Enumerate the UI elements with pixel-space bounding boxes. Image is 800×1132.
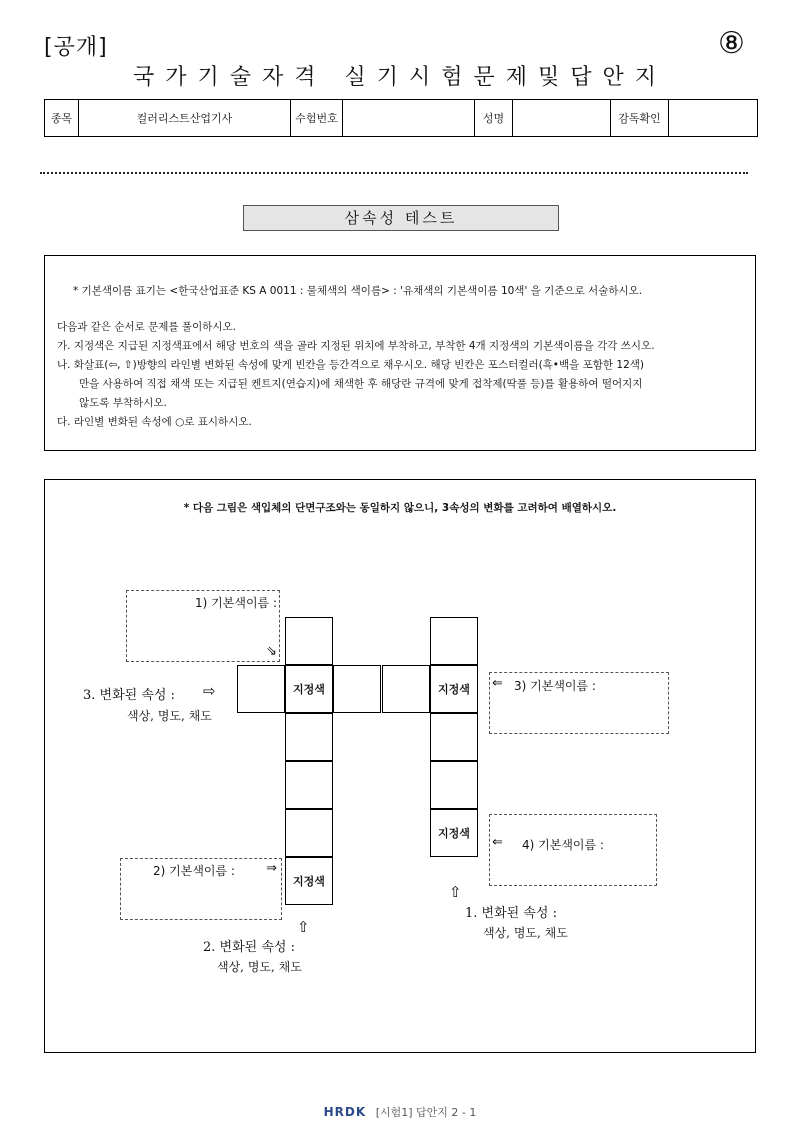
color-cell[interactable] xyxy=(285,761,333,809)
page-title: 국가기술자격 실기시험문제및답안지 xyxy=(132,65,668,90)
color-cell[interactable] xyxy=(430,617,478,665)
name-label: 성명 xyxy=(475,100,513,136)
changed-attribute-label-3: 3. 변화된 속성 : xyxy=(83,688,175,703)
hrdk-logo: HRDK xyxy=(323,1105,367,1119)
supervisor-field[interactable] xyxy=(669,100,757,136)
changed-attribute-label-2: 2. 변화된 속성 : xyxy=(203,940,295,955)
basic-color-label-3: 3) 기본색이름 : xyxy=(514,679,596,693)
color-cell[interactable] xyxy=(382,665,430,713)
attribute-options-1[interactable]: 색상, 명도, 채도 xyxy=(483,926,568,940)
instructions-box xyxy=(44,255,756,451)
basic-color-label-4: 4) 기본색이름 : xyxy=(522,838,604,852)
diagram-box xyxy=(44,479,756,1053)
color-cell[interactable] xyxy=(285,809,333,857)
color-cell[interactable] xyxy=(430,713,478,761)
basic-color-answer-box-2[interactable] xyxy=(120,858,282,920)
instruction-item-na-cont: 만을 사용하여 직접 채색 또는 지급된 켄트지(연습지)에 채색한 후 해당란 규격에 맞게 접착제(딱풀 등)를 활용하여 떨어지지 xyxy=(79,378,643,390)
diagram-note: * 다음 그림은 색입체의 단면구조와는 동일하지 않으니, 3속성의 변화를 고려하여 배열하시오. xyxy=(183,502,617,514)
diagonal-arrow-icon: ⇘ xyxy=(266,644,277,659)
instruction-note: * 기본색이름 표기는 <한국산업표준 KS A 0011 : 물체색의 색이름> : '유채색의 기본색이름 10색' 을 기준으로 서술하시오. xyxy=(73,285,643,297)
basic-color-label-2: 2) 기본색이름 : xyxy=(153,864,235,878)
instruction-item-na: 나. 화살표(⇦, ⇧)방향의 라인별 변화된 속성에 맞게 빈칸을 등간격으로 채우시오. 해당 빈칸은 포스터컬러(흑•백을 포함한 12색) xyxy=(57,359,644,371)
designated-color-cell[interactable]: 지정색 xyxy=(285,665,333,713)
exam-info-table xyxy=(44,99,758,137)
designated-color-cell[interactable]: 지정색 xyxy=(285,857,333,905)
category-value: 컬러리스트산업기사 xyxy=(79,100,291,136)
instruction-item-na-cont: 않도록 부착하시오. xyxy=(79,397,167,409)
exam-no-label: 수험번호 xyxy=(291,100,343,136)
page-number: ⑧ xyxy=(718,26,745,61)
exam-no-field[interactable] xyxy=(343,100,475,136)
public-label: [공개] xyxy=(44,35,108,60)
instruction-list xyxy=(57,318,747,432)
basic-color-answer-box-1[interactable] xyxy=(126,590,280,662)
basic-color-label-1: 1) 기본색이름 : xyxy=(195,596,277,610)
supervisor-label: 감독확인 xyxy=(611,100,669,136)
arrow-right-icon: ⇒ xyxy=(266,861,277,876)
instruction-item-da: 다. 라인별 변화된 속성에 ○로 표시하시오. xyxy=(57,416,252,428)
basic-color-answer-box-4[interactable] xyxy=(489,814,657,886)
instruction-intro: 다음과 같은 순서로 문제를 풀이하시오. xyxy=(57,321,236,333)
cut-line xyxy=(40,172,748,174)
attribute-options-2[interactable]: 색상, 명도, 채도 xyxy=(217,960,302,974)
basic-color-answer-box-3[interactable] xyxy=(489,672,669,734)
page-footer xyxy=(0,1104,800,1120)
arrow-up-icon: ⇧ xyxy=(297,918,310,936)
arrow-left-icon: ⇐ xyxy=(492,676,503,691)
section-title: 삼속성 테스트 xyxy=(243,205,559,231)
arrow-up-icon: ⇧ xyxy=(449,883,462,901)
changed-attribute-label-1: 1. 변화된 속성 : xyxy=(465,906,557,921)
footer-text: [시험1] 답안지 2 - 1 xyxy=(375,1106,477,1119)
category-label: 종목 xyxy=(45,100,79,136)
name-field[interactable] xyxy=(513,100,611,136)
attribute-options-3[interactable]: 색상, 명도, 채도 xyxy=(127,709,212,723)
color-cell[interactable] xyxy=(285,617,333,665)
arrow-left-icon: ⇐ xyxy=(492,835,503,850)
arrow-right-icon: ⇨ xyxy=(203,682,216,700)
color-cell[interactable] xyxy=(237,665,285,713)
designated-color-cell[interactable]: 지정색 xyxy=(430,665,478,713)
instruction-item-ga: 가. 지정색은 지급된 지정색표에서 해당 번호의 색을 골라 지정된 위치에 부착하고, 부착한 4개 지정색의 기본색이름을 각각 쓰시오. xyxy=(57,340,655,352)
designated-color-cell[interactable]: 지정색 xyxy=(430,809,478,857)
color-cell[interactable] xyxy=(333,665,381,713)
color-cell[interactable] xyxy=(285,713,333,761)
color-cell[interactable] xyxy=(430,761,478,809)
